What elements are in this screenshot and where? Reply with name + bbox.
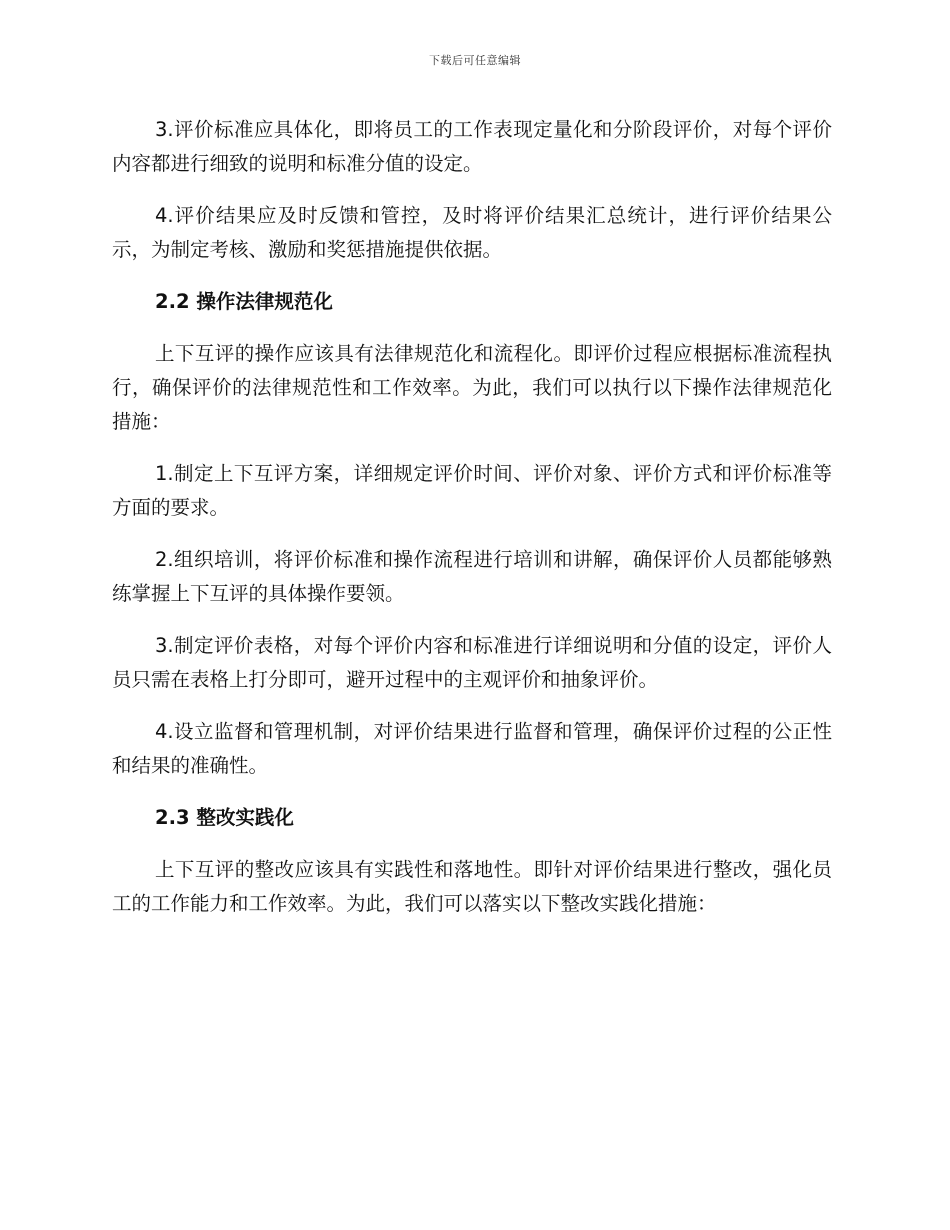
section-heading: 2.3 整改实践化 — [155, 806, 294, 829]
paragraph: 2.组织培训，将评价标准和操作流程进行培训和讲解，确保评价人员都能够熟练掌握上下互评的具体操作要领。 — [112, 548, 832, 605]
section-heading: 2.2 操作法律规范化 — [155, 290, 333, 313]
paragraph: 4.评价结果应及时反馈和管控，及时将评价结果汇总统计，进行评价结果公示，为制定考核、激励和奖惩措施提供依据。 — [112, 204, 832, 261]
paragraph: 3.评价标准应具体化，即将员工的工作表现定量化和分阶段评价，对每个评价内容都进行细致的说明和标准分值的设定。 — [112, 118, 832, 175]
paragraph: 上下互评的操作应该具有法律规范化和流程化。即评价过程应根据标准流程执行，确保评价的法律规范性和工作效率。为此，我们可以执行以下操作法律规范化措施： — [112, 342, 832, 433]
paragraph: 3.制定评价表格，对每个评价内容和标准进行详细说明和分值的设定，评价人员只需在表格上打分即可，避开过程中的主观评价和抽象评价。 — [112, 634, 832, 691]
paragraph: 4.设立监督和管理机制，对评价结果进行监督和管理，确保评价过程的公正性和结果的准确性。 — [112, 720, 832, 777]
document-body — [112, 113, 832, 939]
paragraph: 上下互评的整改应该具有实践性和落地性。即针对评价结果进行整改，强化员工的工作能力和工作效率。为此，我们可以落实以下整改实践化措施： — [112, 858, 832, 915]
paragraph: 1.制定上下互评方案，详细规定评价时间、评价对象、评价方式和评价标准等方面的要求。 — [112, 462, 832, 519]
running-header: 下载后可任意编辑 — [429, 54, 521, 67]
